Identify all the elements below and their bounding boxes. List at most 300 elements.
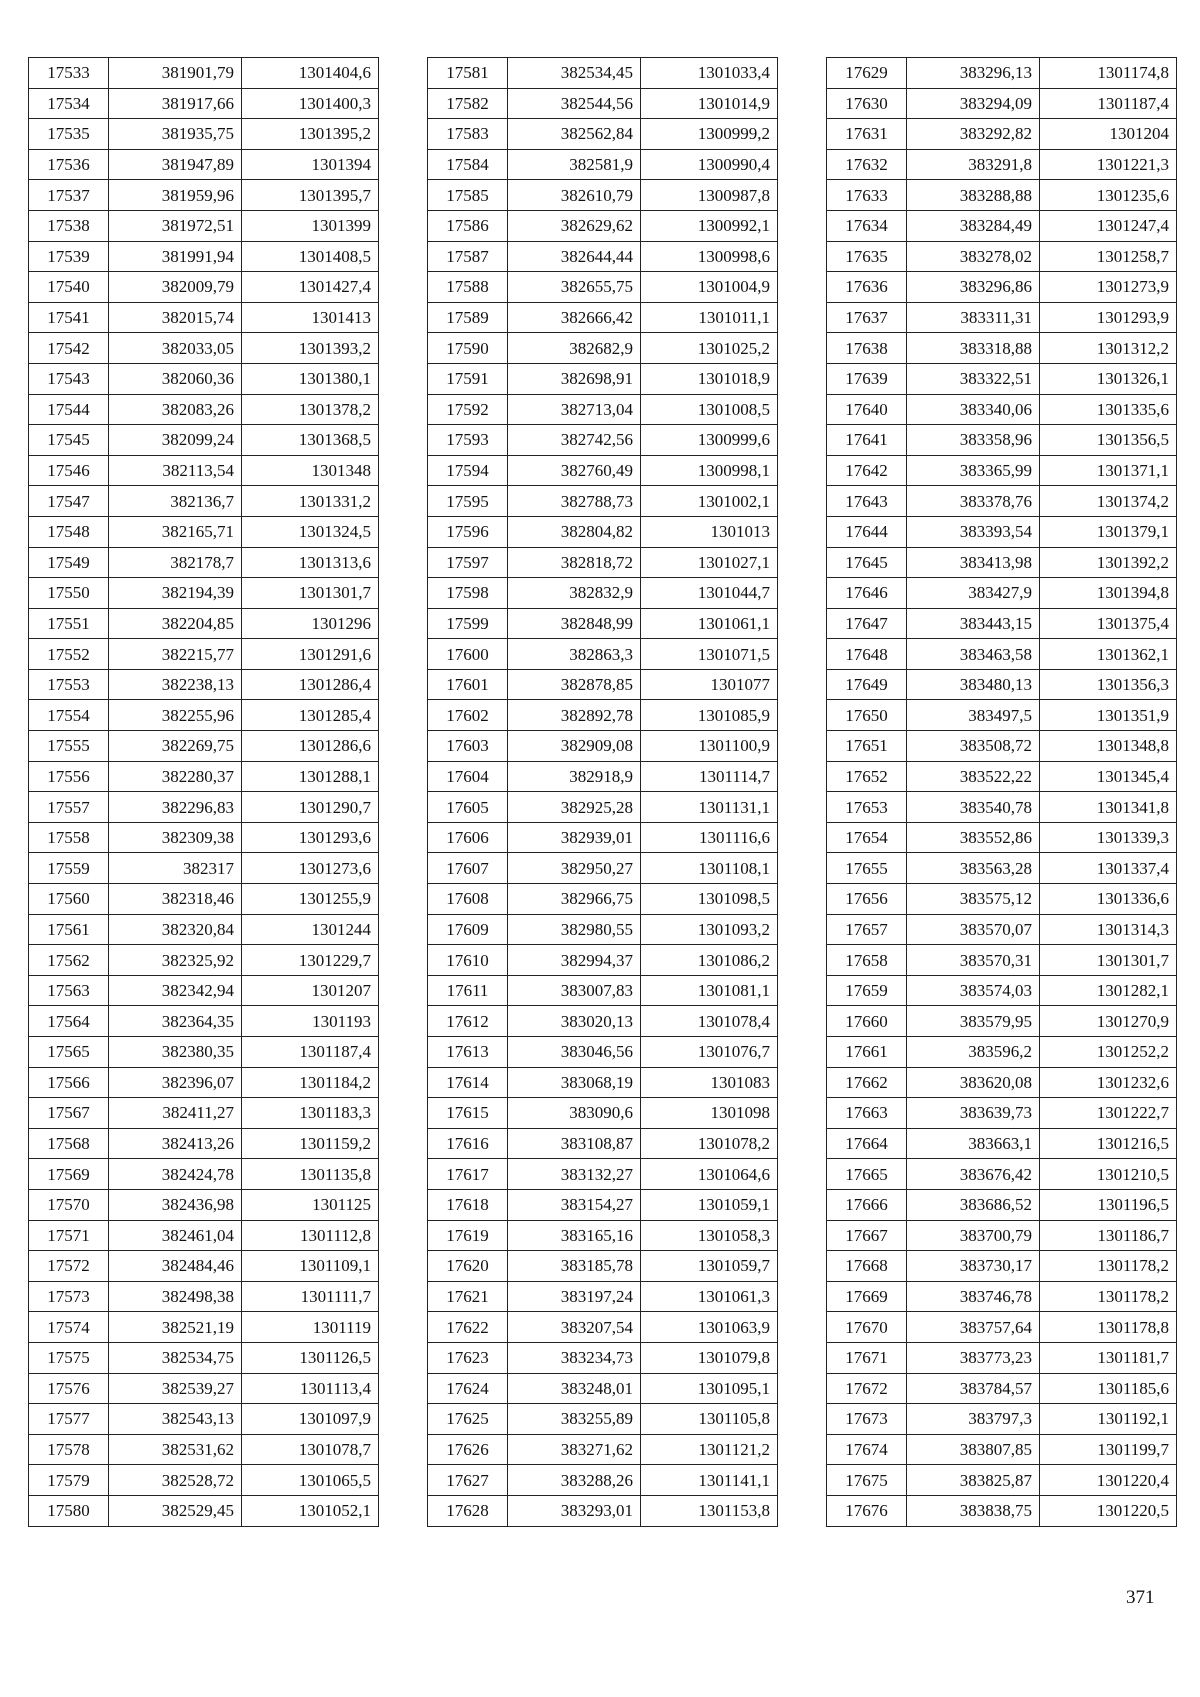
x-coordinate-cell: 383570,31 (907, 945, 1040, 976)
x-coordinate-cell: 382296,83 (109, 792, 242, 823)
x-coordinate-cell: 382534,75 (109, 1342, 242, 1373)
x-coordinate-cell: 381959,96 (109, 180, 242, 211)
point-id-cell: 17669 (827, 1281, 907, 1312)
table-row (29, 1098, 379, 1129)
table-row (827, 1342, 1177, 1373)
table-row (29, 1495, 379, 1526)
table-row (29, 1251, 379, 1282)
table-row (428, 119, 778, 150)
x-coordinate-cell: 383292,82 (907, 119, 1040, 150)
point-id-cell: 17659 (827, 975, 907, 1006)
table-row (428, 88, 778, 119)
y-coordinate-cell: 1301185,6 (1040, 1373, 1177, 1404)
y-coordinate-cell: 1301375,4 (1040, 608, 1177, 639)
x-coordinate-cell: 382980,55 (508, 914, 641, 945)
table-row (827, 1159, 1177, 1190)
table-row (29, 394, 379, 425)
point-id-cell: 17540 (29, 272, 109, 303)
table-row (428, 455, 778, 486)
point-id-cell: 17601 (428, 669, 508, 700)
table-row (29, 1373, 379, 1404)
point-id-cell: 17625 (428, 1404, 508, 1435)
point-id-cell: 17597 (428, 547, 508, 578)
x-coordinate-cell: 381935,75 (109, 119, 242, 150)
table-row (827, 516, 1177, 547)
y-coordinate-cell: 1301313,6 (242, 547, 379, 578)
x-coordinate-cell: 382925,28 (508, 792, 641, 823)
point-id-cell: 17581 (428, 58, 508, 89)
point-id-cell: 17658 (827, 945, 907, 976)
y-coordinate-cell: 1301008,5 (641, 394, 778, 425)
table-row (29, 1189, 379, 1220)
x-coordinate-cell: 383378,76 (907, 486, 1040, 517)
x-coordinate-cell: 383288,26 (508, 1465, 641, 1496)
point-id-cell: 17644 (827, 516, 907, 547)
table-row (428, 731, 778, 762)
y-coordinate-cell: 1301255,9 (242, 884, 379, 915)
x-coordinate-cell: 382009,79 (109, 272, 242, 303)
table-row (29, 822, 379, 853)
x-coordinate-cell: 382939,01 (508, 822, 641, 853)
point-id-cell: 17568 (29, 1128, 109, 1159)
point-id-cell: 17657 (827, 914, 907, 945)
table-row (29, 1342, 379, 1373)
x-coordinate-cell: 382136,7 (109, 486, 242, 517)
point-id-cell: 17629 (827, 58, 907, 89)
point-id-cell: 17557 (29, 792, 109, 823)
point-id-cell: 17555 (29, 731, 109, 762)
y-coordinate-cell: 1301018,9 (641, 363, 778, 394)
y-coordinate-cell: 1301178,2 (1040, 1281, 1177, 1312)
point-id-cell: 17575 (29, 1342, 109, 1373)
y-coordinate-cell: 1301109,1 (242, 1251, 379, 1282)
x-coordinate-cell: 382848,99 (508, 608, 641, 639)
table-row (428, 669, 778, 700)
y-coordinate-cell: 1301282,1 (1040, 975, 1177, 1006)
x-coordinate-cell: 383197,24 (508, 1281, 641, 1312)
x-coordinate-cell: 383294,09 (907, 88, 1040, 119)
y-coordinate-cell: 1301394,8 (1040, 578, 1177, 609)
table-row (29, 1281, 379, 1312)
x-coordinate-cell: 382994,37 (508, 945, 641, 976)
point-id-cell: 17586 (428, 210, 508, 241)
y-coordinate-cell: 1301374,2 (1040, 486, 1177, 517)
table-row (827, 1495, 1177, 1526)
page-number: 371 (1126, 1587, 1155, 1608)
x-coordinate-cell: 383427,9 (907, 578, 1040, 609)
table-row (428, 425, 778, 456)
y-coordinate-cell: 1301356,3 (1040, 669, 1177, 700)
y-coordinate-cell: 1301076,7 (641, 1037, 778, 1068)
point-id-cell: 17573 (29, 1281, 109, 1312)
point-id-cell: 17620 (428, 1251, 508, 1282)
y-coordinate-cell: 1301078,7 (242, 1434, 379, 1465)
point-id-cell: 17591 (428, 363, 508, 394)
y-coordinate-cell: 1301011,1 (641, 302, 778, 333)
point-id-cell: 17616 (428, 1128, 508, 1159)
x-coordinate-cell: 381972,51 (109, 210, 242, 241)
table-row (29, 1220, 379, 1251)
point-id-cell: 17638 (827, 333, 907, 364)
x-coordinate-cell: 382178,7 (109, 547, 242, 578)
table-row (428, 1373, 778, 1404)
point-id-cell: 17670 (827, 1312, 907, 1343)
point-id-cell: 17608 (428, 884, 508, 915)
table-row (428, 180, 778, 211)
coordinates-table-1 (28, 57, 379, 1527)
y-coordinate-cell: 1301314,3 (1040, 914, 1177, 945)
x-coordinate-cell: 382083,26 (109, 394, 242, 425)
point-id-cell: 17590 (428, 333, 508, 364)
point-id-cell: 17664 (827, 1128, 907, 1159)
table-row (29, 1128, 379, 1159)
point-id-cell: 17663 (827, 1098, 907, 1129)
x-coordinate-cell: 382534,45 (508, 58, 641, 89)
y-coordinate-cell: 1301204 (1040, 119, 1177, 150)
x-coordinate-cell: 382317 (109, 853, 242, 884)
x-coordinate-cell: 382015,74 (109, 302, 242, 333)
point-id-cell: 17618 (428, 1189, 508, 1220)
y-coordinate-cell: 1301207 (242, 975, 379, 1006)
table-row (827, 792, 1177, 823)
point-id-cell: 17534 (29, 88, 109, 119)
table-row (428, 1189, 778, 1220)
table-row (29, 486, 379, 517)
x-coordinate-cell: 382380,35 (109, 1037, 242, 1068)
point-id-cell: 17614 (428, 1067, 508, 1098)
x-coordinate-cell: 382610,79 (508, 180, 641, 211)
x-coordinate-cell: 383575,12 (907, 884, 1040, 915)
table-row (827, 180, 1177, 211)
table-row (428, 1495, 778, 1526)
table-row (827, 547, 1177, 578)
y-coordinate-cell: 1301301,7 (1040, 945, 1177, 976)
point-id-cell: 17621 (428, 1281, 508, 1312)
x-coordinate-cell: 382318,46 (109, 884, 242, 915)
y-coordinate-cell: 1301291,6 (242, 639, 379, 670)
table-row (29, 547, 379, 578)
table-row (29, 516, 379, 547)
x-coordinate-cell: 382655,75 (508, 272, 641, 303)
y-coordinate-cell: 1301027,1 (641, 547, 778, 578)
point-id-cell: 17546 (29, 455, 109, 486)
x-coordinate-cell: 382342,94 (109, 975, 242, 1006)
x-coordinate-cell: 383540,78 (907, 792, 1040, 823)
y-coordinate-cell: 1301399 (242, 210, 379, 241)
table-row (29, 975, 379, 1006)
y-coordinate-cell: 1301341,8 (1040, 792, 1177, 823)
y-coordinate-cell: 1301187,4 (242, 1037, 379, 1068)
x-coordinate-cell: 382863,3 (508, 639, 641, 670)
y-coordinate-cell: 1301111,7 (242, 1281, 379, 1312)
table-row (827, 1434, 1177, 1465)
point-id-cell: 17675 (827, 1465, 907, 1496)
x-coordinate-cell: 383552,86 (907, 822, 1040, 853)
x-coordinate-cell: 382950,27 (508, 853, 641, 884)
y-coordinate-cell: 1301312,2 (1040, 333, 1177, 364)
point-id-cell: 17551 (29, 608, 109, 639)
point-id-cell: 17642 (827, 455, 907, 486)
x-coordinate-cell: 383686,52 (907, 1189, 1040, 1220)
x-coordinate-cell: 383773,23 (907, 1342, 1040, 1373)
x-coordinate-cell: 382804,82 (508, 516, 641, 547)
table-row (827, 822, 1177, 853)
x-coordinate-cell: 382544,56 (508, 88, 641, 119)
y-coordinate-cell: 1301025,2 (641, 333, 778, 364)
point-id-cell: 17654 (827, 822, 907, 853)
y-coordinate-cell: 1301108,1 (641, 853, 778, 884)
y-coordinate-cell: 1301395,2 (242, 119, 379, 150)
y-coordinate-cell: 1301098,5 (641, 884, 778, 915)
y-coordinate-cell: 1301196,5 (1040, 1189, 1177, 1220)
y-coordinate-cell: 1301326,1 (1040, 363, 1177, 394)
point-id-cell: 17560 (29, 884, 109, 915)
table-row (428, 272, 778, 303)
point-id-cell: 17572 (29, 1251, 109, 1282)
y-coordinate-cell: 1301273,6 (242, 853, 379, 884)
point-id-cell: 17633 (827, 180, 907, 211)
table-row (428, 1281, 778, 1312)
point-id-cell: 17650 (827, 700, 907, 731)
table-row (29, 1159, 379, 1190)
table-row (29, 1434, 379, 1465)
y-coordinate-cell: 1301244 (242, 914, 379, 945)
x-coordinate-cell: 382742,56 (508, 425, 641, 456)
table-row (428, 547, 778, 578)
table-row (29, 1465, 379, 1496)
table-row (428, 1159, 778, 1190)
point-id-cell: 17648 (827, 639, 907, 670)
y-coordinate-cell: 1301293,6 (242, 822, 379, 853)
x-coordinate-cell: 382364,35 (109, 1006, 242, 1037)
table-row (428, 1434, 778, 1465)
x-coordinate-cell: 381991,94 (109, 241, 242, 272)
table-row (827, 1465, 1177, 1496)
y-coordinate-cell: 1301394 (242, 149, 379, 180)
point-id-cell: 17542 (29, 333, 109, 364)
x-coordinate-cell: 383663,1 (907, 1128, 1040, 1159)
y-coordinate-cell: 1301078,2 (641, 1128, 778, 1159)
table-row (428, 945, 778, 976)
table-row (428, 1128, 778, 1159)
point-id-cell: 17661 (827, 1037, 907, 1068)
table-row (29, 88, 379, 119)
point-id-cell: 17588 (428, 272, 508, 303)
point-id-cell: 17637 (827, 302, 907, 333)
y-coordinate-cell: 1301210,5 (1040, 1159, 1177, 1190)
y-coordinate-cell: 1301380,1 (242, 363, 379, 394)
y-coordinate-cell: 1301221,3 (1040, 149, 1177, 180)
y-coordinate-cell: 1301335,6 (1040, 394, 1177, 425)
y-coordinate-cell: 1301083 (641, 1067, 778, 1098)
x-coordinate-cell: 383497,5 (907, 700, 1040, 731)
table-row (827, 945, 1177, 976)
table-row (428, 639, 778, 670)
y-coordinate-cell: 1301337,4 (1040, 853, 1177, 884)
table-row (827, 761, 1177, 792)
y-coordinate-cell: 1301235,6 (1040, 180, 1177, 211)
point-id-cell: 17589 (428, 302, 508, 333)
x-coordinate-cell: 382832,9 (508, 578, 641, 609)
table-row (827, 455, 1177, 486)
table-row (827, 578, 1177, 609)
y-coordinate-cell: 1301273,9 (1040, 272, 1177, 303)
x-coordinate-cell: 383700,79 (907, 1220, 1040, 1251)
y-coordinate-cell: 1301071,5 (641, 639, 778, 670)
x-coordinate-cell: 382918,9 (508, 761, 641, 792)
y-coordinate-cell: 1301285,4 (242, 700, 379, 731)
point-id-cell: 17593 (428, 425, 508, 456)
point-id-cell: 17639 (827, 363, 907, 394)
table-row (428, 394, 778, 425)
table-row (827, 975, 1177, 1006)
y-coordinate-cell: 1301356,5 (1040, 425, 1177, 456)
table-row (428, 1342, 778, 1373)
table-row (428, 363, 778, 394)
point-id-cell: 17603 (428, 731, 508, 762)
y-coordinate-cell: 1301064,6 (641, 1159, 778, 1190)
table-row (428, 578, 778, 609)
table-row (827, 1251, 1177, 1282)
x-coordinate-cell: 382543,13 (109, 1404, 242, 1435)
x-coordinate-cell: 382113,54 (109, 455, 242, 486)
table-row (428, 1465, 778, 1496)
table-row (29, 792, 379, 823)
x-coordinate-cell: 382966,75 (508, 884, 641, 915)
point-id-cell: 17543 (29, 363, 109, 394)
x-coordinate-cell: 382461,04 (109, 1220, 242, 1251)
y-coordinate-cell: 1301119 (242, 1312, 379, 1343)
y-coordinate-cell: 1301220,4 (1040, 1465, 1177, 1496)
y-coordinate-cell: 1301290,7 (242, 792, 379, 823)
table-row (29, 455, 379, 486)
table-row (827, 210, 1177, 241)
x-coordinate-cell: 383807,85 (907, 1434, 1040, 1465)
table-row (827, 1037, 1177, 1068)
y-coordinate-cell: 1300999,2 (641, 119, 778, 150)
x-coordinate-cell: 382325,92 (109, 945, 242, 976)
y-coordinate-cell: 1301114,7 (641, 761, 778, 792)
point-id-cell: 17579 (29, 1465, 109, 1496)
y-coordinate-cell: 1301100,9 (641, 731, 778, 762)
x-coordinate-cell: 382238,13 (109, 669, 242, 700)
table-row (29, 1312, 379, 1343)
x-coordinate-cell: 382060,36 (109, 363, 242, 394)
point-id-cell: 17580 (29, 1495, 109, 1526)
y-coordinate-cell: 1301404,6 (242, 58, 379, 89)
point-id-cell: 17559 (29, 853, 109, 884)
y-coordinate-cell: 1301339,3 (1040, 822, 1177, 853)
x-coordinate-cell: 383322,51 (907, 363, 1040, 394)
point-id-cell: 17666 (827, 1189, 907, 1220)
x-coordinate-cell: 382713,04 (508, 394, 641, 425)
y-coordinate-cell: 1301184,2 (242, 1067, 379, 1098)
point-id-cell: 17576 (29, 1373, 109, 1404)
table-row (29, 945, 379, 976)
table-row (827, 1128, 1177, 1159)
x-coordinate-cell: 383838,75 (907, 1495, 1040, 1526)
table-row (827, 1006, 1177, 1037)
table-row (29, 363, 379, 394)
table-row (428, 149, 778, 180)
point-id-cell: 17578 (29, 1434, 109, 1465)
point-id-cell: 17554 (29, 700, 109, 731)
y-coordinate-cell: 1301153,8 (641, 1495, 778, 1526)
x-coordinate-cell: 382309,38 (109, 822, 242, 853)
y-coordinate-cell: 1301126,5 (242, 1342, 379, 1373)
table-row (428, 486, 778, 517)
table-row (428, 1251, 778, 1282)
table-row (29, 1037, 379, 1068)
table-row (827, 394, 1177, 425)
table-row (428, 914, 778, 945)
table-row (827, 884, 1177, 915)
point-id-cell: 17646 (827, 578, 907, 609)
x-coordinate-cell: 383730,17 (907, 1251, 1040, 1282)
x-coordinate-cell: 382165,71 (109, 516, 242, 547)
y-coordinate-cell: 1300999,6 (641, 425, 778, 456)
y-coordinate-cell: 1301033,4 (641, 58, 778, 89)
x-coordinate-cell: 383480,13 (907, 669, 1040, 700)
x-coordinate-cell: 382878,85 (508, 669, 641, 700)
point-id-cell: 17571 (29, 1220, 109, 1251)
table-row (29, 1006, 379, 1037)
y-coordinate-cell: 1301095,1 (641, 1373, 778, 1404)
x-coordinate-cell: 383825,87 (907, 1465, 1040, 1496)
y-coordinate-cell: 1301125 (242, 1189, 379, 1220)
y-coordinate-cell: 1301058,3 (641, 1220, 778, 1251)
x-coordinate-cell: 383284,49 (907, 210, 1040, 241)
point-id-cell: 17583 (428, 119, 508, 150)
x-coordinate-cell: 382698,91 (508, 363, 641, 394)
point-id-cell: 17605 (428, 792, 508, 823)
y-coordinate-cell: 1301004,9 (641, 272, 778, 303)
x-coordinate-cell: 383522,22 (907, 761, 1040, 792)
table-row (827, 119, 1177, 150)
coordinates-table-3 (826, 57, 1177, 1527)
table-row (29, 119, 379, 150)
point-id-cell: 17656 (827, 884, 907, 915)
point-id-cell: 17640 (827, 394, 907, 425)
table-row (827, 425, 1177, 456)
point-id-cell: 17628 (428, 1495, 508, 1526)
point-id-cell: 17556 (29, 761, 109, 792)
y-coordinate-cell: 1301121,2 (641, 1434, 778, 1465)
point-id-cell: 17558 (29, 822, 109, 853)
y-coordinate-cell: 1301052,1 (242, 1495, 379, 1526)
y-coordinate-cell: 1301348 (242, 455, 379, 486)
point-id-cell: 17599 (428, 608, 508, 639)
table-row (428, 241, 778, 272)
point-id-cell: 17596 (428, 516, 508, 547)
x-coordinate-cell: 383596,2 (907, 1037, 1040, 1068)
y-coordinate-cell: 1301348,8 (1040, 731, 1177, 762)
x-coordinate-cell: 383132,27 (508, 1159, 641, 1190)
table-row (827, 363, 1177, 394)
point-id-cell: 17651 (827, 731, 907, 762)
table-row (29, 1404, 379, 1435)
table-row (29, 731, 379, 762)
point-id-cell: 17582 (428, 88, 508, 119)
point-id-cell: 17569 (29, 1159, 109, 1190)
table-row (827, 333, 1177, 364)
x-coordinate-cell: 382484,46 (109, 1251, 242, 1282)
point-id-cell: 17607 (428, 853, 508, 884)
point-id-cell: 17667 (827, 1220, 907, 1251)
y-coordinate-cell: 1301098 (641, 1098, 778, 1129)
table-row (428, 853, 778, 884)
point-id-cell: 17602 (428, 700, 508, 731)
